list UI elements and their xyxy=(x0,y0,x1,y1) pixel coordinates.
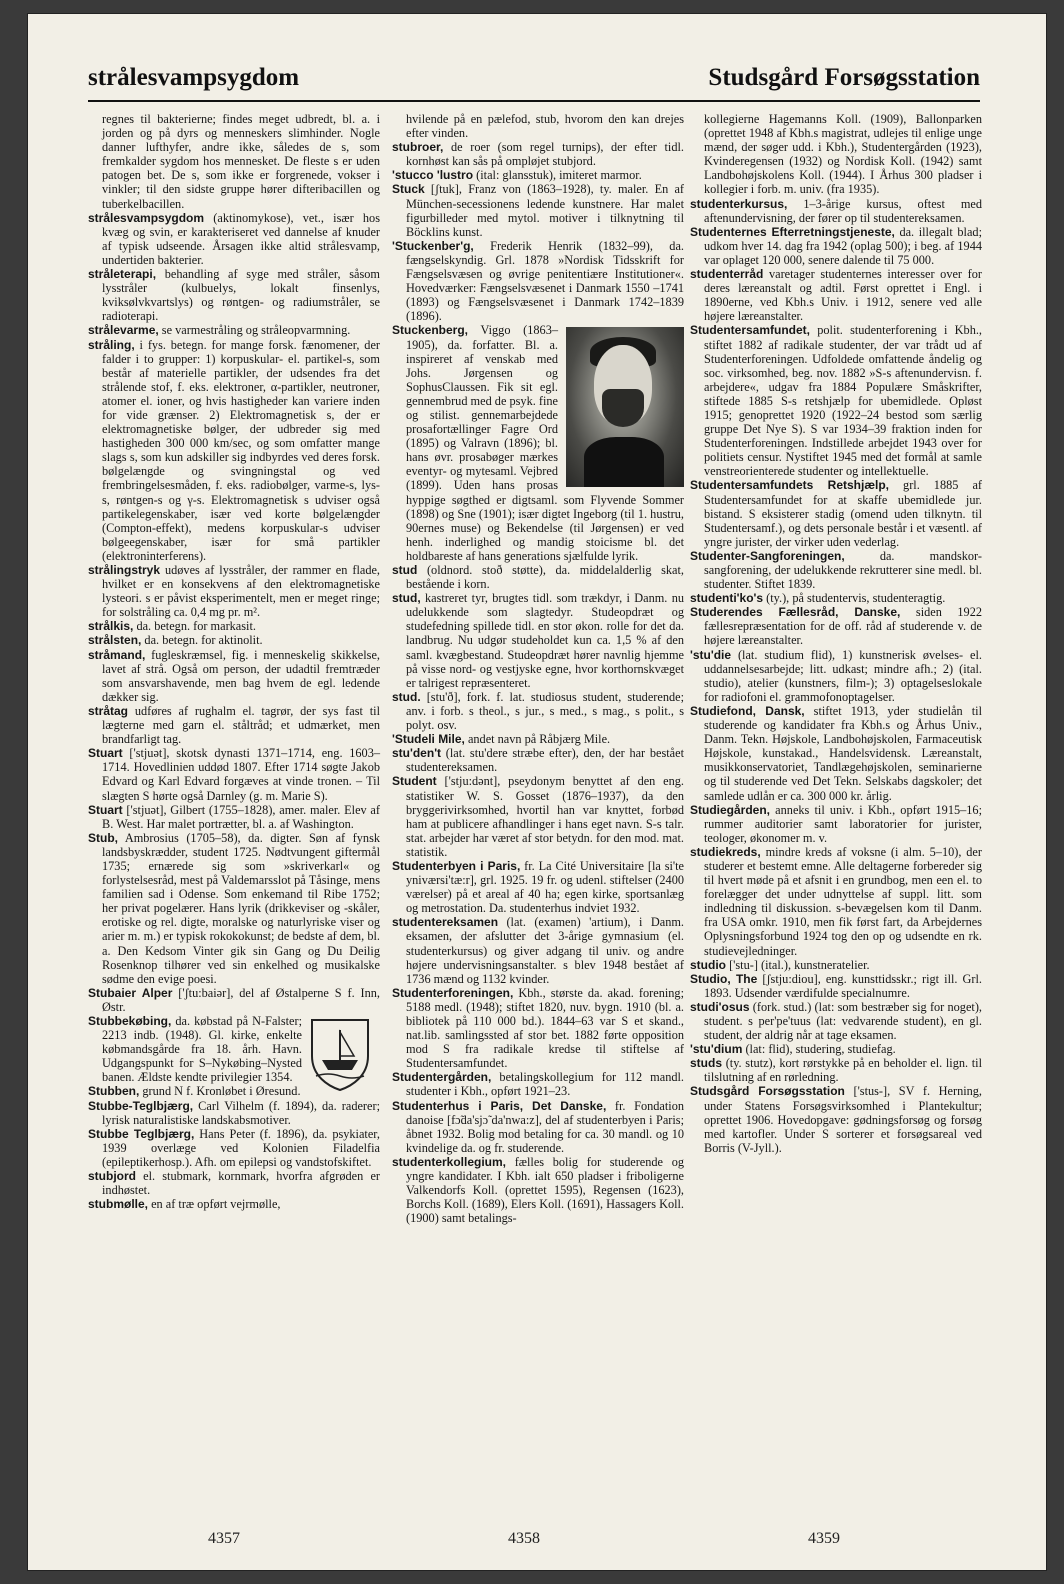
entry-text: fr. Fondation danoise [fɔ̃da'sjɔ̃ da'nwa:z], del af studenterbyen i Paris; åbnet 1932. Bolig mod betaling for ca. 30 mandl. og 10 kvindelige da. og fr. studerende. xyxy=(406,1098,684,1155)
entry-text: stiftet 1913, yder studielån til studerende og kandidater fra Kbh.s og Århus Univ., Danm. Tekn. Højskole, Landbohøjskolen, Farmaceutisk Højskole, kunstakad., Handelsvidensk. Læreanstalt, musikkonservatoriet, Tandlægehøjskolen, seminarierne og til studerende ved Det Tekn. Selskabs dagskoler; det samlede udlån er ca. 300 000 kr. årlig. xyxy=(704,703,982,803)
entry-headword: studenterkursus, xyxy=(690,196,788,211)
entry-headword: studenti'ko's xyxy=(690,591,764,606)
entry-text: fælles bolig for studerende og yngre kandidater. I Kbh. ialt 650 pladser i friboligerne Valkendorfs Koll. (oprettet 1595), Regensen (1623), Borchs Koll. (1689), Elers Koll. (1691), Hassagers Koll. (1900) samt betalings- xyxy=(406,1154,685,1226)
entry-text: kastreret tyr, brugtes tidl. som trækdyr, i Danm. nu udelukkende som slagtedyr. Studeopdræt og studefedning spillede tidl. en stor økon. rolle for det da. landbrug. Nu udgør studeholdet kun ca. 1,5 % af den saml. kvægbestand. Studeopdræt hører navnlig hjemme på visse nord- og vestjyske egne, hvor korthornskvæget er talrigest repræsenteret. xyxy=(406,591,684,690)
dictionary-entry xyxy=(88,986,380,1014)
dictionary-entry xyxy=(690,803,982,845)
entry-text: i fys. betegn. for mange forsk. fænomener, der falder i to grupper: 1) korpuskular- el. partikel-s, som består af materielle partikler, der udsendes fra det strålende stof, f. eks. elektroner, α-partikler, neutroner, atomer el. ioner, og hvis hastigheder kan variere inden for vide grænser. 2) Elektromagnetisk s, der er elektromagnetiske bølger, der udbreder sig med hastigheden 300 000 km/sec, og som omfatter mange slags s, som kun adskiller sig indbyrdes ved deres forsk. bølgelængde og svingningstal og ved frembringelsesmåden, f. eks. radiobølger, varme-s, lys-s, røntgen-s og γ-s. Elektromagnetisk s udviser også partikelegenskaber, især ved korte bølgelængder (Compton-effekt), medens korpuskular-s udviser bølgeegenskaber, især for små partikler (elektroninterferens). xyxy=(102,337,380,563)
dictionary-entry xyxy=(690,958,982,972)
entry-headword: 'Studeli Mile, xyxy=(392,732,465,747)
entry-text: kollegierne Hagemanns Koll. (1909), Ballonparken (oprettet 1948 af Kbh.s magistrat, udlejes til enlige unge mænd, der søger udd. i Kbh.), Studentergården (1923), Kvinderegensen (1932) og Nordisk Koll. (1942) samt Landbohøjskolens Koll. (1944). I Århus 300 pladser i kollegier i forb. m. univ. (fra 1935). xyxy=(704,112,982,197)
entry-headword: Stuck xyxy=(392,182,425,197)
entry-text: (ital: glansstuk), imiteret marmor. xyxy=(473,168,642,183)
dictionary-entry xyxy=(88,211,380,267)
entry-text: ['stju:dənt], pseydonym benyttet af den eng. statistiker W. S. Gosset (1876–1937), da den bryggerivirksomhed, hvortil han var knyttet, forbød ham at publicere afhandlinger i hans eget navn. S-s talr. stat. arbejder har været af stor betydn. for den mod. mat. statistik. xyxy=(406,774,684,859)
dictionary-entry xyxy=(392,140,684,168)
entry-headword: stud. xyxy=(392,689,421,704)
dictionary-entry xyxy=(392,690,684,732)
entry-headword: strålevarme, xyxy=(88,323,159,338)
entry-headword: stubjord xyxy=(88,1169,136,1184)
entry-headword: stud xyxy=(392,563,418,577)
dictionary-entry xyxy=(392,1099,684,1155)
dictionary-entry xyxy=(690,323,982,478)
dictionary-entry xyxy=(88,648,380,704)
entry-headword: Stubbekøbing, xyxy=(88,1014,172,1028)
dictionary-entry xyxy=(88,633,380,647)
entry-text: mindre kreds af voksne (i alm. 5–10), der studerer et bestemt emne. Alle deltagerne forbereder sig til hvert møde på et afsnit i en grundbog, men een el. to forelægger det under udnyttelse af suppl. litt. som indledning til diskussion. s-bevægelsen kom til Danm. fra USA omkr. 1910, men fik først fart, da Arbejdernes Oplysningsforbund 1924 tog den op og udsendte en rk. studievejledninger. xyxy=(704,844,982,958)
entry-headword: studs xyxy=(690,1056,723,1071)
entry-headword: Studiefond, Dansk, xyxy=(690,703,805,718)
dictionary-entry xyxy=(690,591,982,605)
entry-text: da. betegn. for markasit. xyxy=(133,619,256,634)
entry-text: (oldnord. stoð støtte), da. middelalderlig skat, bestående i korn. xyxy=(406,563,684,592)
entry-headword: Studenternes Efterretningstjeneste, xyxy=(690,224,895,239)
dictionary-entry xyxy=(88,831,380,986)
dictionary-entry xyxy=(392,746,684,774)
entry-text: (lat. studium flid), 1) kunstnerisk øvelses- el. uddannelsesarbejde; litt. udkast; mindre afh.; 2) (ital. studio), atelier (kunstners, film-); 3) optagelseslokale for radiofoni el. grammofonoptagelser. xyxy=(704,647,982,704)
header-rule xyxy=(88,100,980,102)
entry-text: polit. studenterforening i Kbh., stiftet 1882 af radikale studenter, der var trådt ud af Studenterforeningen. Udfoldede omfattende åndelig og soc. virksomhed, beg. nov. 1882 »S-s aftenundervisn. f. arbejdere«, udgav fra 1884 Populære Småskrifter, stiftede 1885 S-s retshjælp for ubemidlede. Opløst 1915; genoprettet 1920 (1922–24 bestod som særlig gruppe Det Nye S). S var 1934–39 fraktion inden for Studenterforeningen. Indstillede arbejdet 1943 over for politiets censur. Nystiftet 1945 med det formål at samle venstreorienterede studenter og intellektuelle. xyxy=(704,323,982,479)
dictionary-entry xyxy=(392,112,684,140)
entry-text: ['stu-] (ital.), kunstneratelier. xyxy=(726,957,870,972)
dictionary-entry xyxy=(690,197,982,225)
entry-text: da. illegalt blad; udkom hver 14. dag fra 1942 (oplag 500); i beg. af 1944 var oplaget 120 000, senere dalende til 75 000. xyxy=(704,224,982,267)
entry-text: siden 1922 fællesrepræsentation for de off. råd af studerende v. de højere læreanstalter. xyxy=(704,605,983,648)
coat-of-arms-icon xyxy=(308,1016,372,1092)
entry-headword: studio xyxy=(690,957,726,972)
dictionary-entry xyxy=(88,746,380,802)
entry-text: varetager studenternes interesser over for deres læreanstalt og adtil. Først oprettet i Engl. i 1890erne, ved Kbh.s Univ. i 1912, senere ved alle højere læreanstalter. xyxy=(704,267,982,324)
dictionary-page xyxy=(28,14,1046,1570)
dictionary-entry xyxy=(88,1127,380,1169)
entry-headword: stråtag xyxy=(88,703,129,718)
entry-headword: strålesvampsygdom xyxy=(88,210,205,225)
entry-text: Carl Vilhelm (f. 1894), da. raderer; lyrisk naturalistiske landskabsmotiver. xyxy=(102,1098,380,1127)
entry-text: Ambrosius (1705–58), da. digter. Søn af fynsk landsbyskrædder, student 1725. Nødtvungent giftermål 1735; ernærede sig som »skriverkarl« og forlystelsesråd, mest på Valdemarsslot på Tåsinge, mens familien sad i Odense. Som enkemand til Ribe 1752; her privat pogelærer. Hans lyrik (drikkeviser og -skåler, erotiske og rel. digte, moralske og naturlyriske viser og arier m. m.) er typisk rokokokunst; de bedste af dem, bl. a. Den Kedsom Vinter gik sin Gang og Du Deilig Rosenknop tilhører ved sin enkelhed og musikalske sødme den evige poesi. xyxy=(102,830,380,986)
dictionary-entry xyxy=(392,986,684,1071)
entry-text: hvilende på en pælefod, stub, hvorom den kan drejes efter vinden. xyxy=(406,112,684,141)
entry-text: anneks til univ. i Kbh., opført 1915–16; rummer auditorier samt laboratorier for jurister, teologer, økonomer m. v. xyxy=(704,802,982,845)
entry-text: da. købstad på N-Falster; 2213 indb. (1948). Gl. kirke, enkelte købmandsgårde fra 18. årh. Havn. Udgangspunkt for S–Nykøbing–Nysted banen. Ældste kendte privilegier 1354. xyxy=(102,1014,302,1085)
entry-headword: 'stucco 'lustro xyxy=(392,168,474,183)
entry-headword: Studentergården, xyxy=(392,1070,492,1085)
column-3 xyxy=(690,112,982,1155)
entry-headword: Studsgård Forsøgsstation xyxy=(690,1084,845,1099)
dictionary-entry xyxy=(690,648,982,704)
dictionary-entry xyxy=(690,1084,982,1154)
column-1 xyxy=(88,112,380,1211)
running-head xyxy=(88,56,980,100)
portrait-photo xyxy=(566,327,684,487)
dictionary-entry xyxy=(392,859,684,915)
dictionary-entry xyxy=(690,1056,982,1084)
running-head-right: Studsgård Forsøgsstation xyxy=(708,64,980,91)
entry-headword: stubmølle, xyxy=(88,1197,149,1212)
dictionary-entry xyxy=(392,591,684,690)
dictionary-entry xyxy=(690,845,982,958)
dictionary-entry xyxy=(392,774,684,859)
entry-text: [stu'ð], fork. f. lat. studiosus student, studerende; anv. i forb. s theol., s jur., s med., s mag., s polit., s polyt. osv. xyxy=(406,689,684,733)
entry-headword: Stubbe Teglbjærg, xyxy=(88,1126,195,1141)
entry-text: fugleskræmsel, fig. i menneskelig skikkelse, lavet af strå. Også om person, der udadtil fremtræder som ansvarshavende, men bag hvem de egl. ledende dækker sig. xyxy=(102,647,380,704)
entry-text: (lat: flid), studering, studiefag. xyxy=(742,1042,896,1057)
entry-headword: studiekreds, xyxy=(690,844,761,859)
entry-headword: strålsten, xyxy=(88,633,142,648)
dictionary-entry xyxy=(88,563,380,619)
entry-headword: stråmand, xyxy=(88,647,146,662)
entry-text: Kbh., største da. akad. forening; 5188 medl. (1948); stiftet 1820, nuv. bygn. 1910 (bl. a. bibliotek på 110 000 bd.). 1844–63 var S et skand., nat.lib. samlingssted af stor bet. 1882 førte opposition mod S fra radikale kredse til stiftelse af Studentersamfundet. xyxy=(406,985,684,1071)
entry-headword: Stubben, xyxy=(88,1084,140,1099)
entry-headword: Studentersamfundets Retshjælp, xyxy=(690,478,889,493)
dictionary-entry xyxy=(690,549,982,591)
entry-headword: Stub, xyxy=(88,830,118,845)
dictionary-entry xyxy=(690,1000,982,1042)
entry-text: andet navn på Råbjærg Mile. xyxy=(464,732,611,747)
entry-text: (ty.), på studentervis, studenteragtig. xyxy=(763,591,946,606)
dictionary-entry xyxy=(690,972,982,1000)
entry-text: (ty. stutz), kort rørstykke på en beholder el. lign. til tilslutning af en rørledning. xyxy=(704,1056,982,1085)
entry-text: [ʃstju:diou], eng. kunsttidsskr.; rigt ill. Grl. 1893. Udsender værdifulde specialnumre. xyxy=(704,971,982,1000)
dictionary-entry xyxy=(690,704,982,803)
entry-text: behandling af syge med stråler, såsom lysstråler (kulbuelys, lokalt finsenlys, kviksølvkvartslys) og røntgen- og radiumstråler, se radioterapi. xyxy=(102,267,380,324)
column-2 xyxy=(392,112,684,1225)
entry-text: se varmestråling og stråleopvarmning. xyxy=(158,323,351,338)
entry-headword: Stuart xyxy=(88,746,123,761)
entry-text: regnes til bakterierne; findes meget udbredt, bl. a. i jorden og på dyrs og menneskers slimhinder. Nogle danner lufthyfer, andre ikke, således de s, som fremkalder sygdom hos mennesket. De fleste s er uden patogen bet. De s, som ikke er forgrenede, vokser i vinkler; til den sidste gruppe hører difteribacillen og tuberkelbacillen. xyxy=(102,112,380,211)
dictionary-entry xyxy=(88,803,380,831)
entry-text: da. betegn. for aktinolit. xyxy=(141,633,263,648)
entry-text: (fork. stud.) (lat: som bestræber sig for noget), student. s per'pe'tuus (lat: vedvarende student), en gl. student, der aldrig når at tage eksamen. xyxy=(704,999,982,1043)
dictionary-entry xyxy=(392,182,684,238)
entry-headword: Stuckenberg, xyxy=(392,323,469,338)
entry-headword: Studenterbyen i Paris, xyxy=(392,858,521,873)
folio-left: 4357 xyxy=(208,1530,240,1547)
entry-headword: studenterkollegium, xyxy=(392,1154,507,1169)
dictionary-entry xyxy=(392,732,684,746)
entry-headword: Stubaier Alper xyxy=(88,985,173,1000)
entry-headword: 'stu'dium xyxy=(690,1042,743,1057)
entry-text: Frederik Henrik (1832–99), da. fængselskyndig. Grl. 1878 »Nordisk Tidsskrift for Fængselsvæsen og øvrige penitentiære Institutioner«. Hovedværker: Fængselsvæsenet i Danmark 1550 –1741 (1893) og Fængselsvæsenet i Danmark 1742–1839 (1896). xyxy=(406,238,684,324)
dictionary-entry xyxy=(88,1014,380,1084)
dictionary-entry xyxy=(392,915,684,985)
dictionary-entry xyxy=(392,323,684,563)
entry-headword: stud, xyxy=(392,591,421,606)
entry-headword: stubroer, xyxy=(392,140,444,155)
entry-text: fr. La Cité Universitaire [la si'te yniværsi'tæ:r], grl. 1925. 19 fr. og udenl. stiftelser (2400 værelser) på et areal af 40 ha; egen kirke, sportsanlæg og metrostation. Da. studenterhus indviet 1932. xyxy=(406,858,685,916)
folio-right: 4359 xyxy=(808,1530,840,1547)
entry-text: 1–3-årige kursus, oftest med aftenundervisning, der fører op til studentereksamen. xyxy=(704,196,982,225)
entry-headword: studi'osus xyxy=(690,999,750,1014)
entry-text: udøves af lysstråler, der rammer en flade, hvilket er en konsekvens af den elektromagnetiske lysteori. s er påvist eksperimentelt, men er meget ringe; for solstråling ca. 0,4 mg pr. m². xyxy=(102,563,380,620)
entry-headword: stråling, xyxy=(88,337,135,352)
entry-text: (aktinomykose), vet., især hos kvæg og svin, er karakteriseret ved dannelse af knuder af typisk udseende. Årsagen ikke altid strålesvamp, undertiden bakterier. xyxy=(102,210,380,267)
entry-headword: Studiegården, xyxy=(690,802,771,817)
entry-text: en af træ opført vejrmølle, xyxy=(148,1197,281,1212)
dictionary-entry xyxy=(690,267,982,323)
dictionary-entry xyxy=(392,168,684,182)
entry-text: udføres af rughalm el. tagrør, der sys fast til lægterne med garn el. ståltråd; et udmærket, men brandfarligt tag. xyxy=(102,703,380,747)
dictionary-entry xyxy=(88,112,380,211)
entry-headword: Studenter-Sangforeningen, xyxy=(690,548,845,563)
dictionary-entry xyxy=(88,704,380,746)
dictionary-entry xyxy=(88,1099,380,1127)
dictionary-entry xyxy=(88,619,380,633)
dictionary-entry xyxy=(88,267,380,323)
entry-headword: strålingstryk xyxy=(88,563,161,577)
entry-headword: Studerendes Fællesråd, Danske, xyxy=(690,605,901,620)
entry-text: ['stus-], SV f. Herning, under Statens Forsøgsvirksomhed i Plantekultur; oprettet 1906. Hovedopgave: gødningsforsøg og forsøg med kartofler. Under S sorterer et forsøgsareal ved Borris (V-Jyll.). xyxy=(704,1084,983,1155)
entry-headword: Studio, The xyxy=(690,971,758,986)
entry-headword: Studenterforeningen, xyxy=(392,985,514,1000)
entry-text: betalingskollegium for 112 mandl. studenter i Kbh., opført 1921–23. xyxy=(406,1070,684,1099)
entry-text: Viggo (1863–1905), da. forfatter. Bl. a. inspireret af venskab med Johs. Jørgensen og SophusClaussen. Fik sit egl. gennembrud med de psyk. fine og stilist. gennemarbejdede prosafortællinger Fagre Ord (1895) og Valravn (1896); bl. hans øvr. prosabøger mærkes eventyr- og mytesaml. Vejbred (1899). Uden hans prosas hyppige søgthed er digtsaml. som Flyvende Sommer (1898) og Sne (1901); især digtet Ingeborg (til 1. hustru, 90ernes muse) og Bekendelse (til Jørgensen) er ved henh. inderlighed og mandig stoicisme bl. det holdbareste af hans generations sjælfulde lyrik. xyxy=(406,323,684,563)
dictionary-entry xyxy=(392,563,684,591)
entry-text: (lat. stu'dere stræbe efter), den, der har bestået studentereksamen. xyxy=(406,746,684,775)
entry-headword: 'stu'die xyxy=(690,647,732,662)
entry-headword: strålkis, xyxy=(88,619,134,634)
entry-text: grund N f. Kronløbet i Øresund. xyxy=(139,1084,301,1099)
entry-text: [ʃtuk], Franz von (1863–1928), ty. maler. En af München-secessionens ledende kunstnere. Har malet figurbilleder med mytol. motiver i tilknytning til Böcklins kunst. xyxy=(406,182,684,239)
dictionary-entry xyxy=(88,323,380,337)
entry-text: ['ʃtu:baiər], del af Østalperne S f. Inn, Østr. xyxy=(102,985,381,1014)
entry-text: (lat. (examen) 'artium), i Danm. eksamen, der afslutter det 3-årige gymnasium (el. studenterkursus) og giver adgang til univ. og andre højere undervisningsanstalter. s blev 1948 bestået af 1736 mænd og 1132 kvinder. xyxy=(406,915,684,986)
entry-text: ['stjuət], Gilbert (1755–1828), amer. maler. Elev af B. West. Har malet portrætter, bl. a. af Washington. xyxy=(102,802,380,831)
folio-middle: 4358 xyxy=(508,1530,540,1547)
entry-headword: studenterråd xyxy=(690,267,764,282)
entry-text: de roer (som regel turnips), der efter tidl. kornhøst kan sås på ompløjet stubjord. xyxy=(406,140,684,169)
dictionary-entry xyxy=(690,478,982,548)
dictionary-entry xyxy=(690,225,982,267)
running-head-left: strålesvampsygdom xyxy=(88,64,300,91)
entry-text: grl. 1885 af Studentersamfundet for at skaffe ubemidlede jur. bistand. S eksisterer stadig (omend uden tilknytn. til Studentersamf.), og dets personale består i et væsentl. af yngre jurister, der virker uden vederlag. xyxy=(704,478,982,549)
dictionary-entry xyxy=(392,1155,684,1225)
entry-headword: Studenterhus i Paris, Det Danske, xyxy=(392,1098,607,1113)
dictionary-entry xyxy=(88,1169,380,1197)
entry-headword: stråleterapi, xyxy=(88,267,157,282)
entry-text: da. mandskor-sangforening, der udelukkende rekrutterer sine medl. bl. studenter. Stiftet 1839. xyxy=(704,548,982,592)
entry-text: el. stubmark, kornmark, hvorfra afgrøden er indhøstet. xyxy=(102,1169,380,1198)
entry-headword: 'Stuckenber'g, xyxy=(392,238,474,253)
dictionary-entry xyxy=(392,239,684,324)
entry-headword: studentereksamen xyxy=(392,915,499,930)
entry-headword: Studentersamfundet, xyxy=(690,323,811,338)
entry-text: Hans Peter (f. 1896), da. psykiater, 1939 overlæge ved Kolonien Filadelfia (epileptikerhosp.). Afh. om epilepsi og vandstofskiftet. xyxy=(102,1126,380,1169)
dictionary-entry xyxy=(392,1070,684,1098)
dictionary-entry xyxy=(690,112,982,197)
dictionary-entry xyxy=(88,338,380,564)
entry-headword: Stubbe-Teglbjærg, xyxy=(88,1098,194,1113)
dictionary-entry xyxy=(690,1042,982,1056)
entry-headword: Stuart xyxy=(88,802,123,817)
dictionary-entry xyxy=(88,1197,380,1211)
entry-headword: stu'den't xyxy=(392,746,442,761)
dictionary-entry xyxy=(690,605,982,647)
entry-headword: Student xyxy=(392,774,437,789)
entry-text: ['stjuət], skotsk dynasti 1371–1714, eng. 1603–1714. Hovedlinien uddød 1807. Efter 1714 søgte Jakob Edvard og Karl Edvard forgæves at vinde tronen. – Til slægten S hørte også Darnley (g. m. Marie S). xyxy=(102,746,380,803)
